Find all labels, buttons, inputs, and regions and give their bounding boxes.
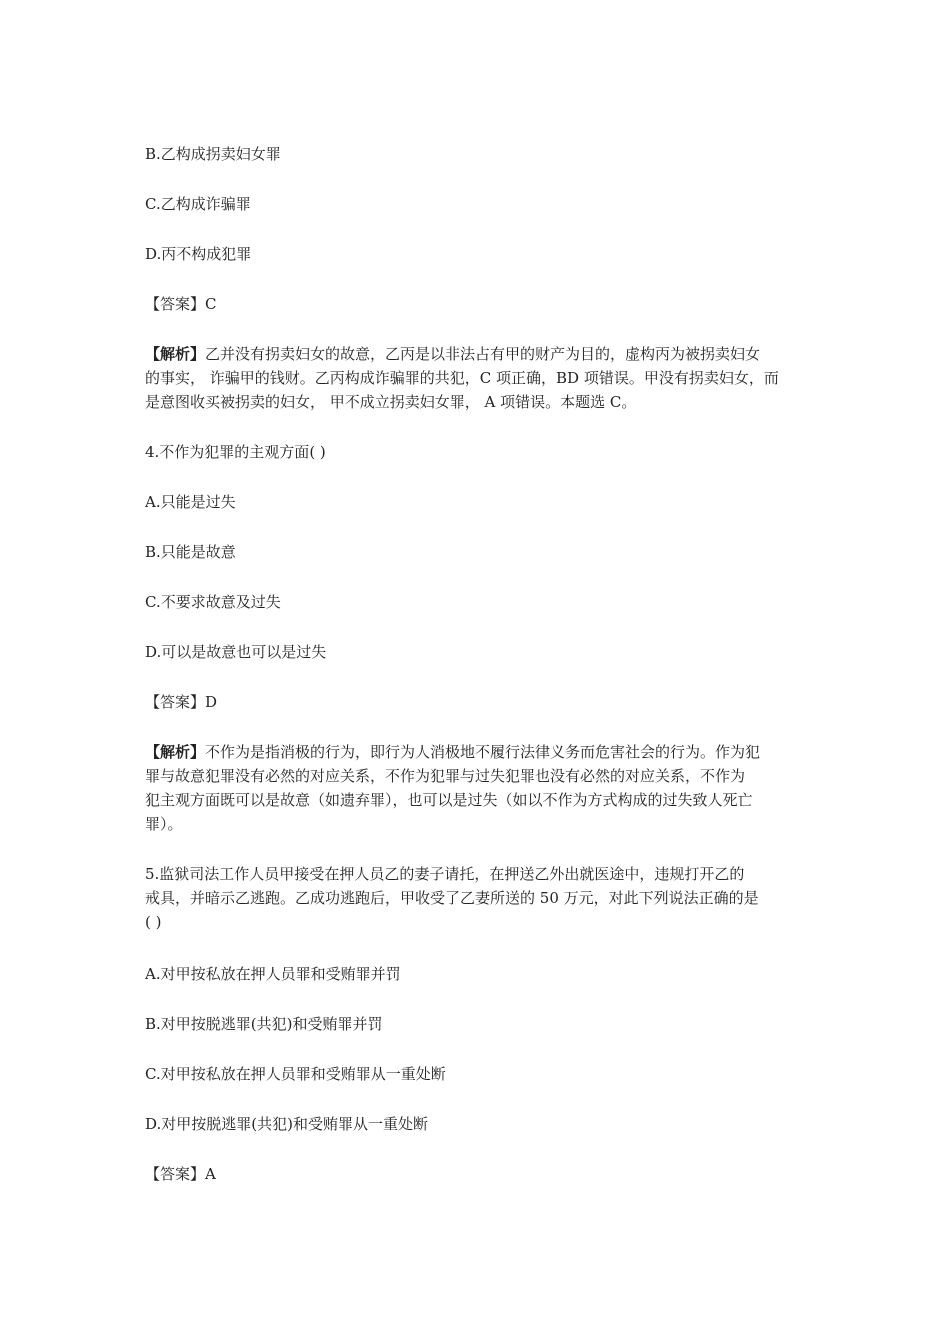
q5-answer-mark: 【答案】 xyxy=(145,1165,206,1183)
q3-answer-value: C xyxy=(205,295,217,313)
q4-analysis-line: 罪）。 xyxy=(145,815,183,833)
q5-option-b: B.对甲按脱逃罪(共犯)和受贿罪并罚 xyxy=(145,1015,383,1033)
q3-option-d: D.丙不构成犯罪 xyxy=(145,245,252,263)
q3-analysis-line: 的事实， 诈骗甲的钱财。乙丙构成诈骗罪的共犯，C 项正确，BD 项错误。甲没有拐卖妇女，而 xyxy=(145,369,779,387)
q3-analysis-line xyxy=(145,342,815,366)
q5-option-c: C.对甲按私放在押人员罪和受贿罪从一重处断 xyxy=(145,1065,446,1083)
q4-analysis-text: 不作为是指消极的行为，即行为人消极地不履行法律义务而危害社会的行为。作为犯 xyxy=(205,743,761,761)
q5-option-d: D.对甲按脱逃罪(共犯)和受贿罪从一重处断 xyxy=(145,1115,428,1133)
q4-option-b: B.只能是故意 xyxy=(145,543,236,561)
q4-answer xyxy=(145,690,815,714)
q4-analysis-line: 犯主观方面既可以是故意（如遗弃罪），也可以是过失（如以不作为方式构成的过失致人死亡 xyxy=(145,791,753,809)
q4-answer-value: D xyxy=(205,693,218,711)
q3-answer-mark: 【答案】 xyxy=(145,295,206,313)
q5-answer-value: A xyxy=(205,1165,216,1183)
q3-analysis-text: 乙并没有拐卖妇女的故意，乙丙是以非法占有甲的财产为目的，虚构丙为被拐卖妇女 xyxy=(205,345,761,363)
q4-analysis-line xyxy=(145,740,815,764)
q3-analysis-line: 是意图收买被拐卖的妇女， 甲不成立拐卖妇女罪， A 项错误。本题选 C。 xyxy=(145,393,637,411)
q5-question-line: 戒具，并暗示乙逃跑。乙成功逃跑后，甲收受了乙妻所送的 50 万元，对此下列说法正确的是 xyxy=(145,889,759,907)
q3-option-c: C.乙构成诈骗罪 xyxy=(145,195,251,213)
q5-option-a: A.对甲按私放在押人员罪和受贿罪并罚 xyxy=(145,965,401,983)
q4-option-d: D.可以是故意也可以是过失 xyxy=(145,643,327,661)
q4-option-a: A.只能是过失 xyxy=(145,493,236,511)
q5-question-line: 5.监狱司法工作人员甲接受在押人员乙的妻子请托，在押送乙外出就医途中，违规打开乙的 xyxy=(145,865,745,883)
q3-analysis xyxy=(145,342,815,414)
q3-analysis-mark: 【解析】 xyxy=(145,345,206,363)
q4-analysis-mark: 【解析】 xyxy=(145,743,206,761)
q4-analysis xyxy=(145,740,815,836)
q3-answer xyxy=(145,292,815,316)
q3-option-b: B.乙构成拐卖妇女罪 xyxy=(145,145,281,163)
q5-answer xyxy=(145,1162,815,1186)
q4-answer-mark: 【答案】 xyxy=(145,693,206,711)
q4-analysis-line: 罪与故意犯罪没有必然的对应关系，不作为犯罪与过失犯罪也没有必然的对应关系，不作为 xyxy=(145,767,746,785)
q5-question xyxy=(145,862,815,934)
q4-question: 4.不作为犯罪的主观方面( ) xyxy=(145,443,326,461)
q4-option-c: C.不要求故意及过失 xyxy=(145,593,281,611)
q5-question-line: ( ) xyxy=(145,913,162,931)
